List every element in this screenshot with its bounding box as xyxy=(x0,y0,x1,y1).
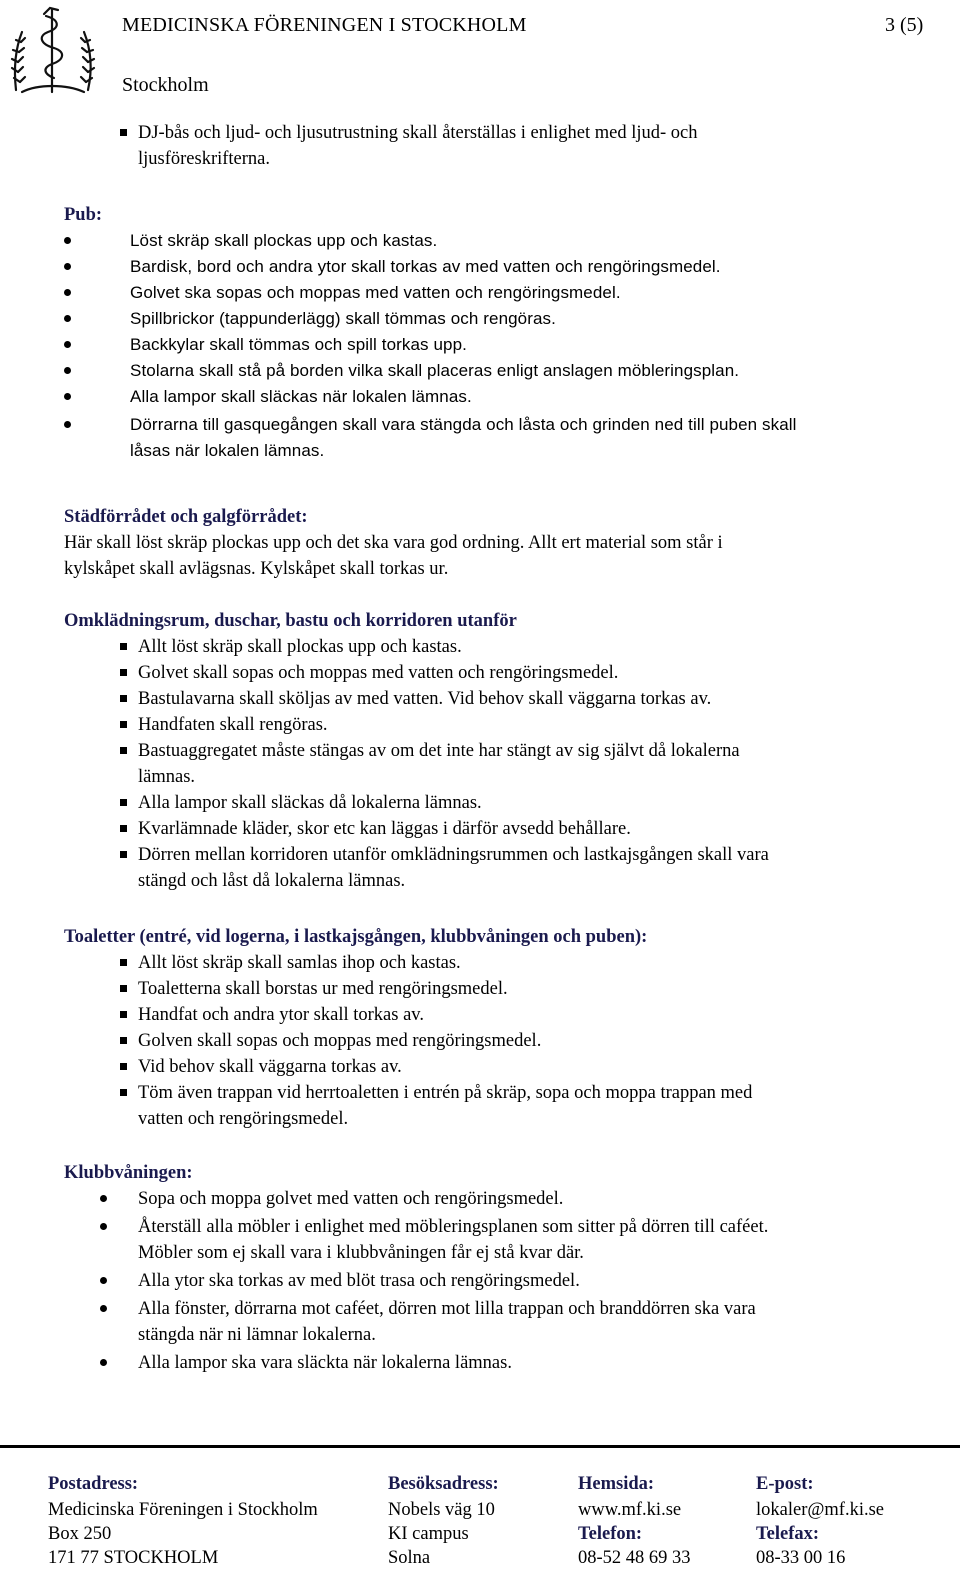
bullet-icon xyxy=(64,421,71,428)
list-item: Golven skall sopas och moppas med rengöringsmedel. xyxy=(138,1031,542,1051)
list-item: Alla lampor skall släckas när lokalen lämnas. xyxy=(130,387,472,406)
bullet-icon xyxy=(64,393,71,400)
list-item-cont: stängd och låst då lokalerna lämnas. xyxy=(138,871,406,891)
square-bullet-icon xyxy=(120,799,127,806)
list-item: Återställ alla möbler i enlighet med möbleringsplanen som sitter på dörren till caféet. xyxy=(138,1217,769,1237)
square-bullet-icon xyxy=(120,669,127,676)
section-heading-klubb: Klubbvåningen: xyxy=(64,1163,193,1183)
header-org: MEDICINSKA FÖRENINGEN I STOCKHOLM xyxy=(122,14,527,36)
list-item: Sopa och moppa golvet med vatten och rengöringsmedel. xyxy=(138,1189,564,1209)
bullet-icon xyxy=(64,341,71,348)
square-bullet-icon xyxy=(120,721,127,728)
square-bullet-icon xyxy=(120,1089,127,1096)
section-heading-stad: Städförrådet och galgförrådet: xyxy=(64,507,308,527)
square-bullet-icon xyxy=(120,1011,127,1018)
paragraph-line: kylskåpet skall avlägsnas. Kylskåpet skall torkas ur. xyxy=(64,559,449,579)
list-item: Bastulavarna skall sköljas av med vatten. Vid behov skall väggarna torkas av. xyxy=(138,689,712,709)
bullet-icon xyxy=(64,367,71,374)
square-bullet-icon xyxy=(120,825,127,832)
footer-besok-2: KI campus xyxy=(388,1524,469,1544)
footer-divider xyxy=(0,1445,960,1448)
square-bullet-icon xyxy=(120,1037,127,1044)
list-item: Bardisk, bord och andra ytor skall torkas av med vatten och rengöringsmedel. xyxy=(130,257,721,276)
bullet-icon xyxy=(100,1223,107,1230)
list-item: Backkylar skall tömmas och spill torkas upp. xyxy=(130,335,467,354)
list-item: Allt löst skräp skall samlas ihop och kastas. xyxy=(138,953,461,973)
list-item: Alla fönster, dörrarna mot caféet, dörren mot lilla trappan och branddörren ska vara xyxy=(138,1299,756,1319)
footer-besok-label: Besöksadress: xyxy=(388,1474,499,1494)
square-bullet-icon xyxy=(120,129,127,136)
footer-telefon: 08-52 48 69 33 xyxy=(578,1548,691,1568)
list-item-cont: låsas när lokalen lämnas. xyxy=(130,441,325,460)
paragraph-line: Här skall löst skräp plockas upp och det ska vara god ordning. Allt ert material som står i xyxy=(64,533,723,553)
footer-hemsida-label: Hemsida: xyxy=(578,1474,655,1494)
list-item: Allt löst skräp skall plockas upp och kastas. xyxy=(138,637,462,657)
footer-hemsida-link[interactable]: www.mf.ki.se xyxy=(578,1500,682,1520)
list-item-cont: vatten och rengöringsmedel. xyxy=(138,1109,349,1129)
square-bullet-icon xyxy=(120,985,127,992)
page-number: 3 (5) xyxy=(885,14,924,36)
intro-item-cont: ljusföreskrifterna. xyxy=(138,149,271,169)
bullet-icon xyxy=(100,1305,107,1312)
section-heading-omkl: Omklädningsrum, duschar, bastu och korridoren utanför xyxy=(64,611,517,631)
square-bullet-icon xyxy=(120,1063,127,1070)
footer-postadress-label: Postadress: xyxy=(48,1474,139,1494)
footer-telefax-label: Telefax: xyxy=(756,1524,820,1544)
list-item: Toaletterna skall borstas ur med rengöringsmedel. xyxy=(138,979,508,999)
bullet-icon xyxy=(100,1277,107,1284)
list-item: Handfaten skall rengöras. xyxy=(138,715,328,735)
society-logo xyxy=(8,2,106,98)
intro-item: DJ-bås och ljud- och ljusutrustning skall återställas i enlighet med ljud- och xyxy=(138,123,698,143)
square-bullet-icon xyxy=(120,643,127,650)
square-bullet-icon xyxy=(120,851,127,858)
footer-postadress-3: 171 77 STOCKHOLM xyxy=(48,1548,219,1568)
header-city: Stockholm xyxy=(122,74,209,96)
list-item: Dörrarna till gasquegången skall vara stängda och låsta och grinden ned till puben skall xyxy=(130,415,797,434)
footer-epost-label: E-post: xyxy=(756,1474,814,1494)
square-bullet-icon xyxy=(120,959,127,966)
list-item: Töm även trappan vid herrtoaletten i entrén på skräp, sopa och moppa trappan med xyxy=(138,1083,753,1103)
footer-postadress-1: Medicinska Föreningen i Stockholm xyxy=(48,1500,318,1520)
list-item-cont: lämnas. xyxy=(138,767,196,787)
footer-telefax: 08-33 00 16 xyxy=(756,1548,846,1568)
list-item: Stolarna skall stå på borden vilka skall placeras enligt anslagen möbleringsplan. xyxy=(130,361,740,380)
footer-telefon-label: Telefon: xyxy=(578,1524,643,1544)
list-item-cont: stängda när ni lämnar lokalerna. xyxy=(138,1325,376,1345)
square-bullet-icon xyxy=(120,747,127,754)
footer-besok-1: Nobels väg 10 xyxy=(388,1500,495,1520)
section-heading-pub: Pub: xyxy=(64,205,103,225)
list-item: Golvet skall sopas och moppas med vatten och rengöringsmedel. xyxy=(138,663,619,683)
footer-epost-link[interactable]: lokaler@mf.ki.se xyxy=(756,1500,885,1520)
list-item: Spillbrickor (tappunderlägg) skall tömmas och rengöras. xyxy=(130,309,556,328)
list-item: Golvet ska sopas och moppas med vatten och rengöringsmedel. xyxy=(130,283,621,302)
list-item: Alla lampor skall släckas då lokalerna lämnas. xyxy=(138,793,482,813)
list-item: Bastuaggregatet måste stängas av om det inte har stängt av sig självt då lokalerna xyxy=(138,741,740,761)
footer-postadress-2: Box 250 xyxy=(48,1524,112,1544)
bullet-icon xyxy=(64,315,71,322)
list-item: Vid behov skall väggarna torkas av. xyxy=(138,1057,402,1077)
square-bullet-icon xyxy=(120,695,127,702)
bullet-icon xyxy=(64,289,71,296)
list-item: Alla ytor ska torkas av med blöt trasa och rengöringsmedel. xyxy=(138,1271,580,1291)
footer-besok-3: Solna xyxy=(388,1548,431,1568)
section-heading-toal: Toaletter (entré, vid logerna, i lastkajsgången, klubbvåningen och puben): xyxy=(64,927,648,947)
list-item-cont: Möbler som ej skall vara i klubbvåningen får ej stå kvar där. xyxy=(138,1243,584,1263)
list-item: Alla lampor ska vara släckta när lokalerna lämnas. xyxy=(138,1353,512,1373)
list-item: Handfat och andra ytor skall torkas av. xyxy=(138,1005,424,1025)
list-item: Kvarlämnade kläder, skor etc kan läggas i därför avsedd behållare. xyxy=(138,819,631,839)
list-item: Dörren mellan korridoren utanför omklädningsrummen och lastkajsgången skall vara xyxy=(138,845,769,865)
bullet-icon xyxy=(100,1359,107,1366)
bullet-icon xyxy=(64,237,71,244)
list-item: Löst skräp skall plockas upp och kastas. xyxy=(130,231,438,250)
bullet-icon xyxy=(64,263,71,270)
bullet-icon xyxy=(100,1195,107,1202)
